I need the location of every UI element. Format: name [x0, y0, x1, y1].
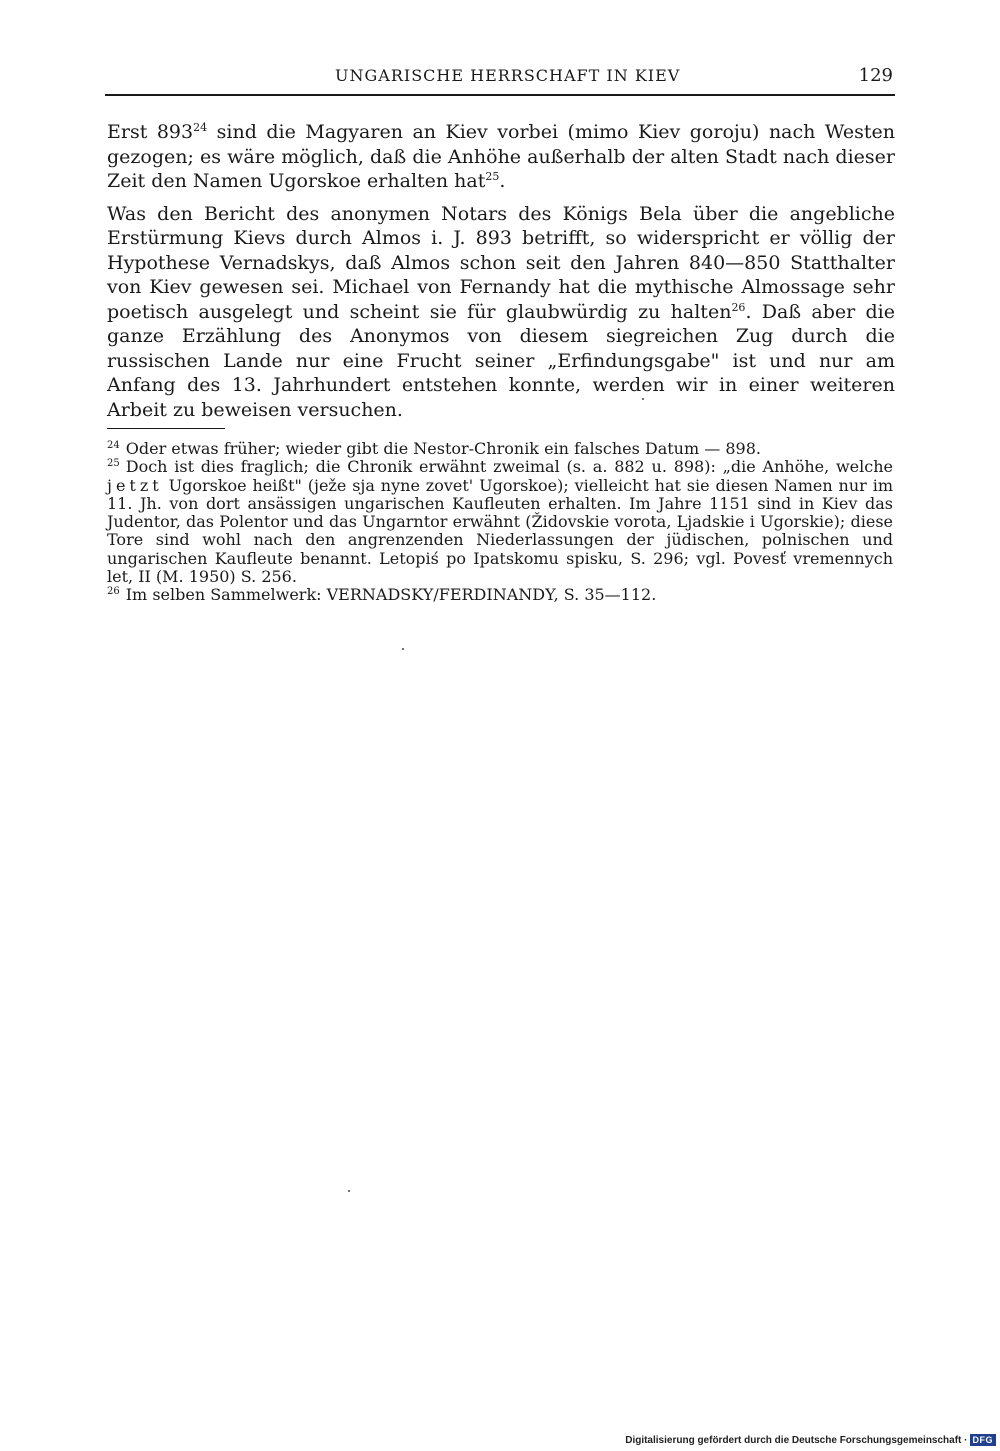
footnote-ref-24: 24: [193, 121, 208, 134]
footnote-text: Doch ist dies fraglich; die Chronik erwähnt zweimal (s. a. 882 u. 898): „die Anhöhe, welche: [125, 457, 893, 477]
paragraph-text: sind die Magyaren an Kiev vorbei (mimo Kiev goroju) nach Westen gezogen; es wäre möglich, daß die Anhöhe außerhalb der alten Stadt nach dieser Zeit den Namen Ugorskoe erhalten hat: [107, 121, 895, 192]
footnote-mark: 26: [107, 586, 120, 598]
footnote-mark: 25: [107, 458, 120, 470]
paragraph-1: [107, 120, 895, 194]
paragraph-2: [107, 202, 895, 423]
footer-text: Digitalisierung gefördert durch die Deutsche Forschungsgemeinschaft ·: [625, 1434, 968, 1446]
footnotes: [107, 440, 893, 605]
page-header: [105, 64, 895, 92]
footnote-text: Im selben Sammelwerk: VERNADSKY/FERDINANDY, S. 35—112.: [125, 585, 657, 605]
footnote-24: [107, 440, 893, 458]
dfg-logo: DFG: [970, 1434, 997, 1446]
scan-speck: [642, 398, 644, 400]
header-rule: [105, 94, 895, 96]
footnote-ref-26: 26: [731, 300, 746, 314]
digitization-footer: [625, 1432, 996, 1448]
paragraph-text: Was den Bericht des anonymen Notars des Königs Bela über die angebliche Erstürmung Kievs durch Almos i. J. 893 betrifft, so widerspricht er völlig der Hypothese Vernadskys, daß Almos schon seit den Jahren 840—850 Statthalter von Kiev gewesen sei. Michael von Fernandy hat die mythische Almossage sehr poetisch ausgelegt und scheint sie für glaubwürdig zu halten: [107, 202, 895, 323]
scan-speck: [348, 1190, 350, 1192]
paragraph-text: . Daß aber die ganze Erzählung des Anonymos von diesem siegreichen Zug durch die russischen Lande nur eine Frucht seiner „Erfindungsgabe" ist und nur am Anfang des 13. Jahrhundert entstehen konnte, werden wir in einer weiteren Arbeit zu beweisen versuchen.: [107, 300, 895, 421]
footnote-25: [107, 458, 893, 586]
footnote-text: Ugorskoe heißt" (ježe sja nyne zovet' Ugorskoe); vielleicht hat sie diesen Namen nur im 11. Jh. von dort ansässigen ungarischen Kaufleuten erhalten. Im Jahre 1151 sind in Kiev das Judentor, das Polentor und das Ungarntor erwähnt (Židovskie vorota, Ljadskie i Ugorskie); diese Tore sind wohl nach den angrenzenden Niederlassungen der jüdischen, polnischen und ungarischen Kaufleute benannt. Letopiś po Ipatskomu spisku, S. 296; vgl. Povesť vremennych let, II (M. 1950) S. 256.: [107, 475, 893, 587]
footnote-26: [107, 586, 893, 604]
footnote-text: Oder etwas früher; wieder gibt die Nestor-Chronik ein falsches Datum — 898.: [125, 439, 761, 458]
paragraph-text: Erst 893: [107, 121, 194, 143]
footnote-rule: [107, 428, 225, 429]
footnote-ref-25: 25: [485, 170, 500, 183]
footnote-mark: 24: [107, 440, 120, 451]
footnote-emphasis: jetzt: [107, 475, 163, 495]
paragraph-text: .: [499, 170, 506, 192]
running-head: UNGARISCHE HERRSCHAFT IN KIEV: [335, 66, 681, 85]
page-number: 129: [858, 65, 893, 86]
main-text: [107, 120, 895, 430]
scan-speck: [402, 648, 404, 650]
